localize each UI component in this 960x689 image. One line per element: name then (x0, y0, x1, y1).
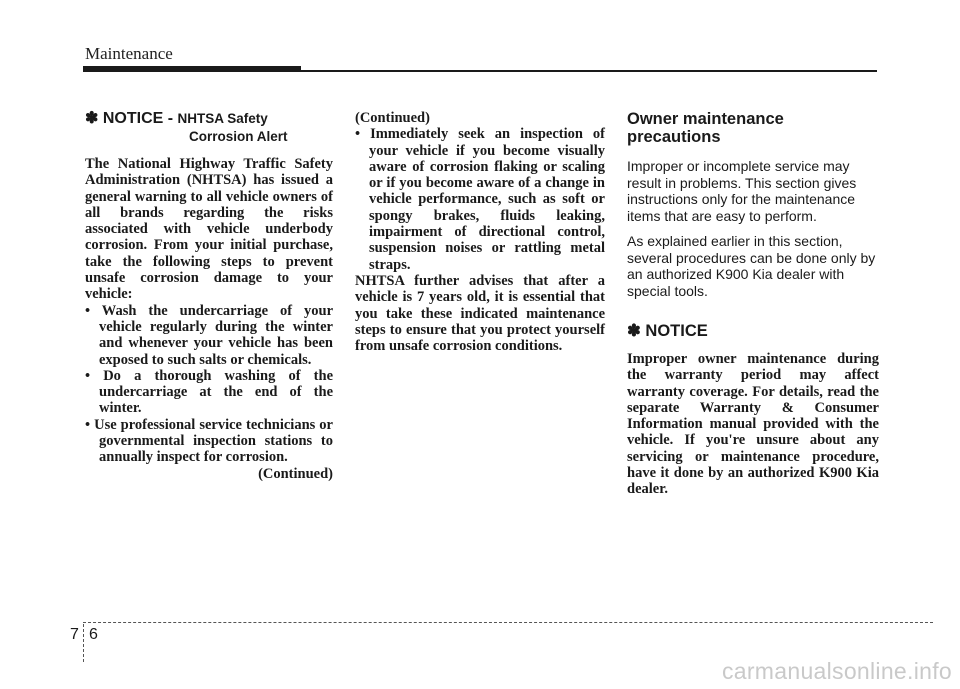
notice-star-icon: ✽ (627, 322, 641, 340)
precautions-paragraph-1: Improper or incomplete service may result in problems. This section gives instructions only for the maintenance items that are easy to perform. (627, 158, 857, 224)
column-2 (355, 110, 605, 354)
column-1 (85, 110, 333, 482)
bullet-item: • Do a thorough washing of the undercarriage at the end of the winter. (85, 367, 333, 417)
bullet-item: • Immediately seek an inspection of your vehicle if you become visually aware of corrosion flaking or scaling or if you become aware of a change in vehicle performance, such as soft or spongy brakes, fluids leaking, impairment of directional control, suspension noises or rattling metal straps. (355, 126, 605, 273)
continued-label: (Continued) (355, 110, 430, 126)
notice-subject-line1: NHTSA Safety (177, 111, 268, 126)
precautions-paragraph-2: As explained earlier in this section, several procedures can be done only by an authorized K900 Kia dealer with special tools. (627, 233, 876, 299)
header-rule-thin (83, 70, 877, 72)
chapter-number: 7 (70, 626, 79, 643)
notice-star-icon: ✽ (85, 110, 99, 127)
nhtsa-intro-paragraph: The National Highway Traffic Safety Administration (NHTSA) has issued a general warning to all vehicle owners of all brands regarding the risks associated with vehicle underbody corrosion. From your initial purchase, take the following steps to prevent unsafe corrosion damage to your vehicle: (85, 156, 333, 303)
continued-label: (Continued) (258, 465, 333, 482)
nhtsa-bullet-list-continued (355, 126, 605, 273)
column-3 (627, 110, 879, 498)
watermark: carmanualsonline.info (721, 658, 952, 684)
notice-label: NOTICE (645, 322, 708, 340)
notice-paragraph: Improper owner maintenance during the warranty period may affect warranty coverage. For details, read the separate Warranty & Consumer Information manual provided with the vehicle. If you're unsure about any servicing or maintenance procedure, have it done by an authorized K900 Kia dealer. (627, 351, 879, 498)
notice-label: NOTICE - (102, 110, 174, 127)
page-header-title: Maintenance (85, 44, 173, 63)
notice-heading (627, 321, 879, 341)
page-number: 6 (89, 626, 98, 643)
nhtsa-bullet-list (85, 303, 333, 466)
section-title: Owner maintenance precautions (627, 110, 784, 146)
bullet-item: • Wash the undercarriage of your vehicle regularly during the winter and whenever your vehicle has been exposed to such salts or chemicals. (85, 302, 333, 368)
bullet-item: • Use professional service technicians or governmental inspection stations to annually inspect for corrosion. (85, 416, 333, 466)
nhtsa-closing-paragraph: NHTSA further advises that after a vehicle is 7 years old, it is essential that you take these indicated maintenance steps to ensure that you protect yourself from unsafe corrosion conditions. (355, 272, 605, 355)
nhtsa-notice-heading (85, 110, 333, 146)
notice-subject-line2: Corrosion Alert (189, 129, 288, 144)
footer-rule (83, 622, 933, 623)
page-number-divider (83, 624, 84, 662)
